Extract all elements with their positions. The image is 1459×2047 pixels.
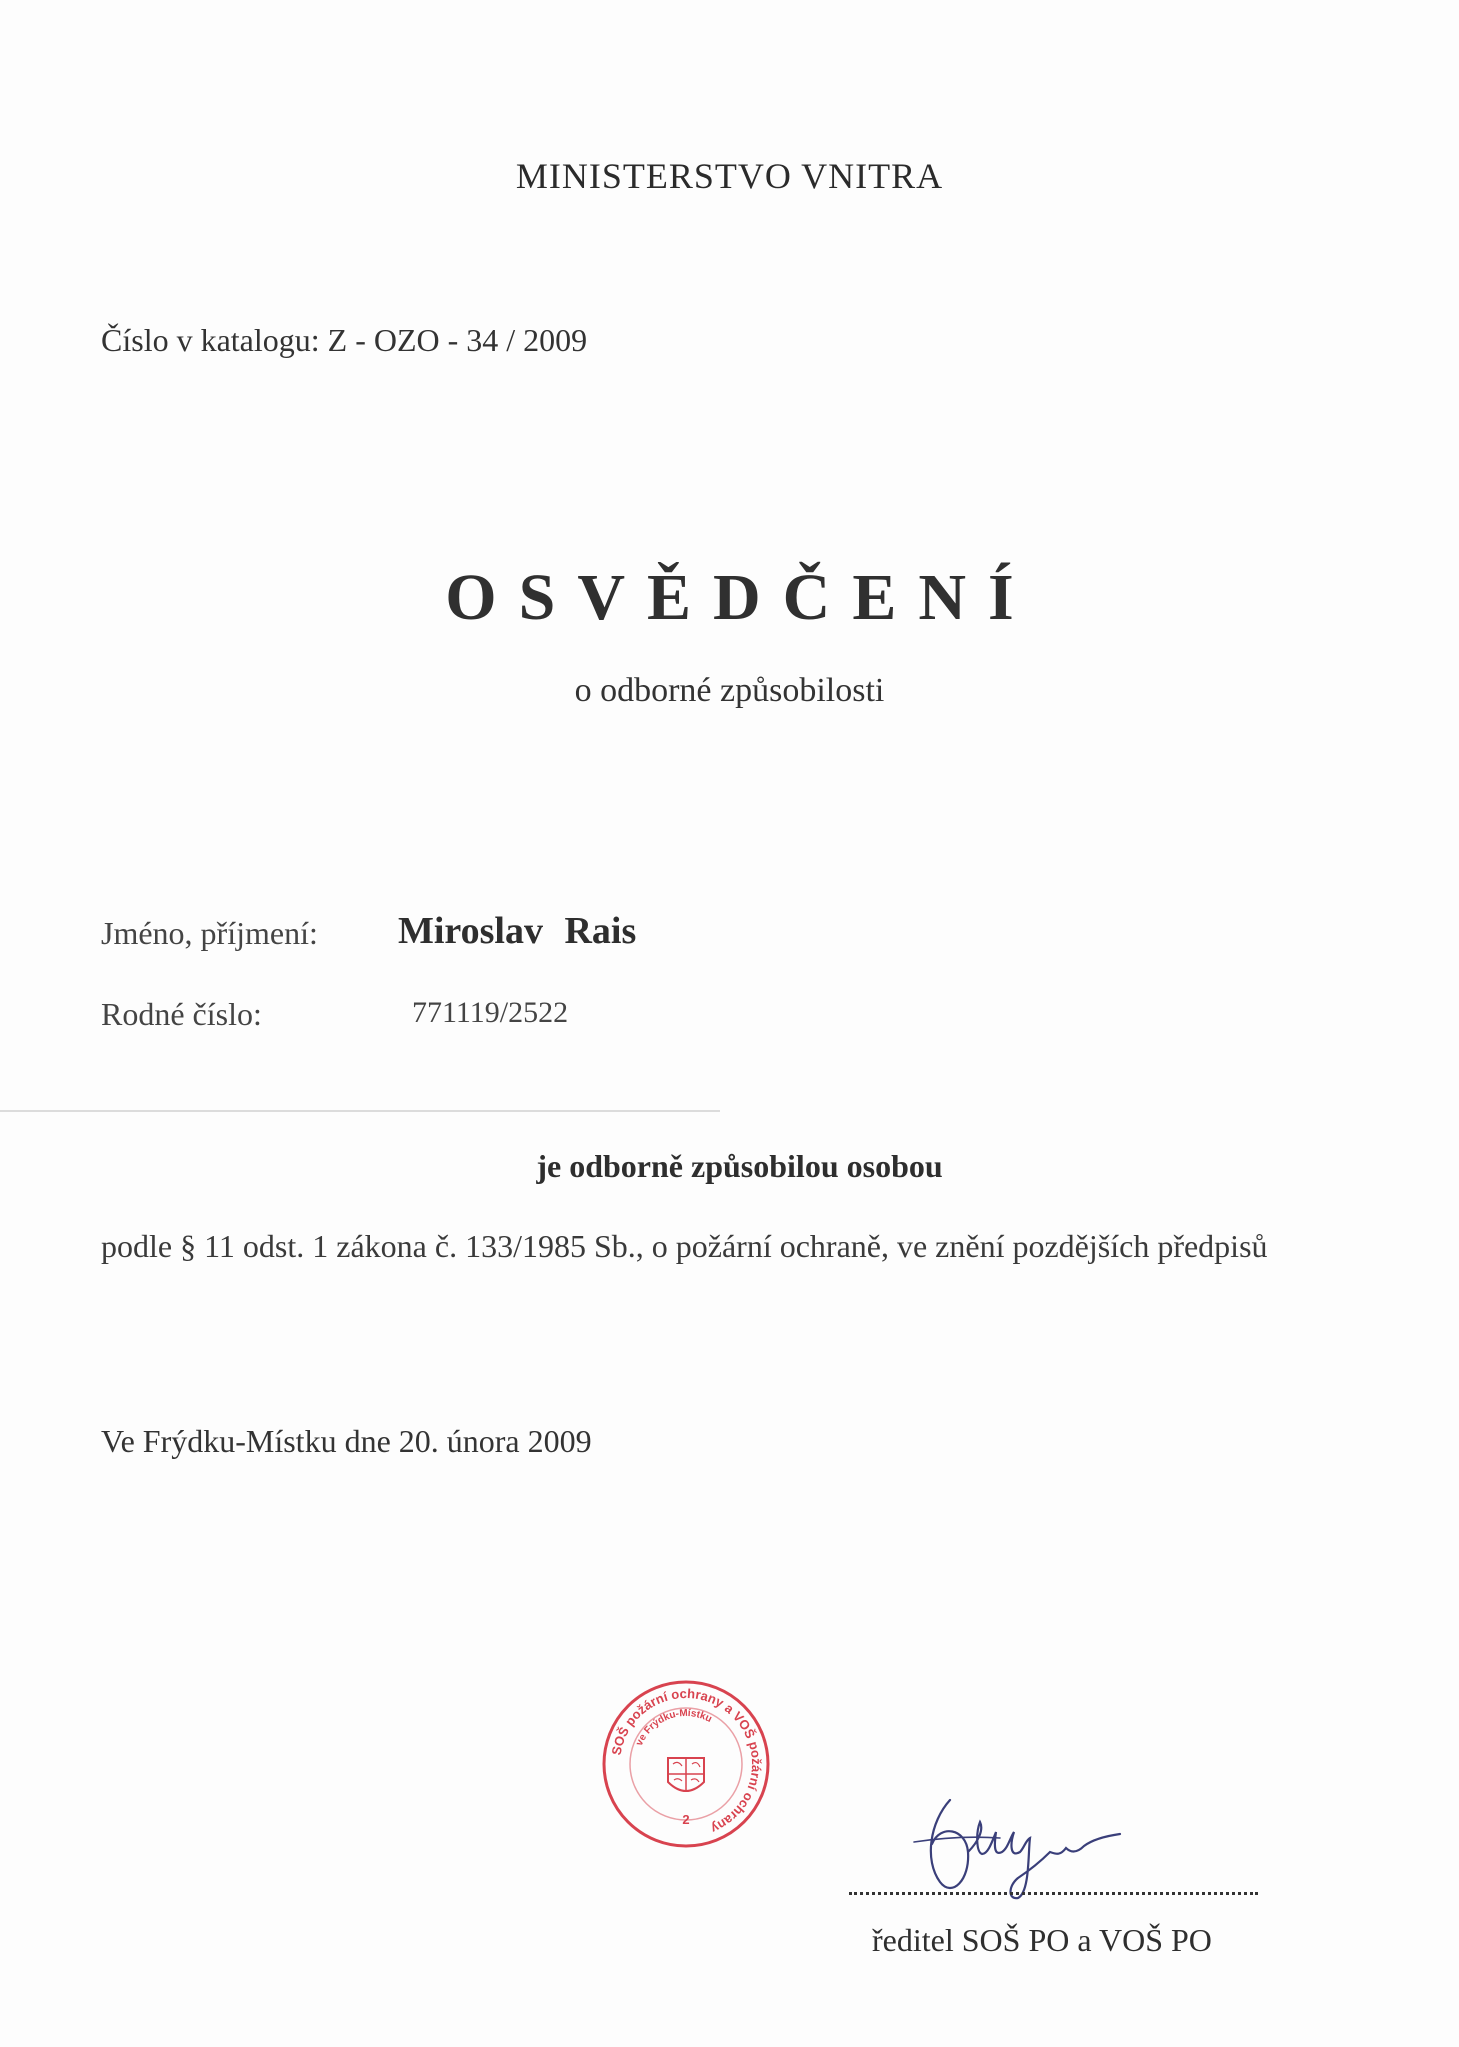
legal-basis: podle § 11 odst. 1 zákona č. 133/1985 Sb., o požární ochraně, ve znění pozdějších předpisů [101, 1228, 1268, 1264]
stamp-number: 2 [682, 1812, 690, 1827]
coat-of-arms-icon [668, 1758, 704, 1792]
catalog-number: Číslo v katalogu: Z - OZO - 34 / 2009 [101, 322, 588, 358]
ministry-heading: MINISTERSTVO VNITRA [515, 156, 944, 196]
place-and-date: Ve Frýdku-Místku dne 20. února 2009 [101, 1423, 592, 1459]
certificate-title: OSVĚDČENÍ [445, 561, 1036, 634]
signature-line [849, 1892, 1258, 1895]
handwritten-signature [910, 1782, 1140, 1902]
competence-statement: je odborně způsobilou osobou [536, 1148, 943, 1184]
signer-title: ředitel SOŠ PO a VOŠ PO [872, 1922, 1212, 1958]
stamp-inner-text: ve Frýdku-Místku [634, 1707, 714, 1748]
name-value: Miroslav Rais [398, 910, 637, 952]
name-label: Jméno, příjmení: [101, 915, 318, 951]
official-stamp [600, 1678, 772, 1850]
certificate-subtitle: o odborné způsobilosti [574, 672, 885, 709]
paper-fold-line [0, 1110, 720, 1112]
name-row [101, 910, 637, 952]
birth-number-row [101, 996, 569, 1033]
birth-number-label: Rodné číslo: [101, 996, 262, 1032]
birth-number-value: 771119/2522 [412, 996, 569, 1029]
stamp-outer-text: SOŠ požární ochrany a VOŠ požární ochrany [608, 1685, 765, 1837]
